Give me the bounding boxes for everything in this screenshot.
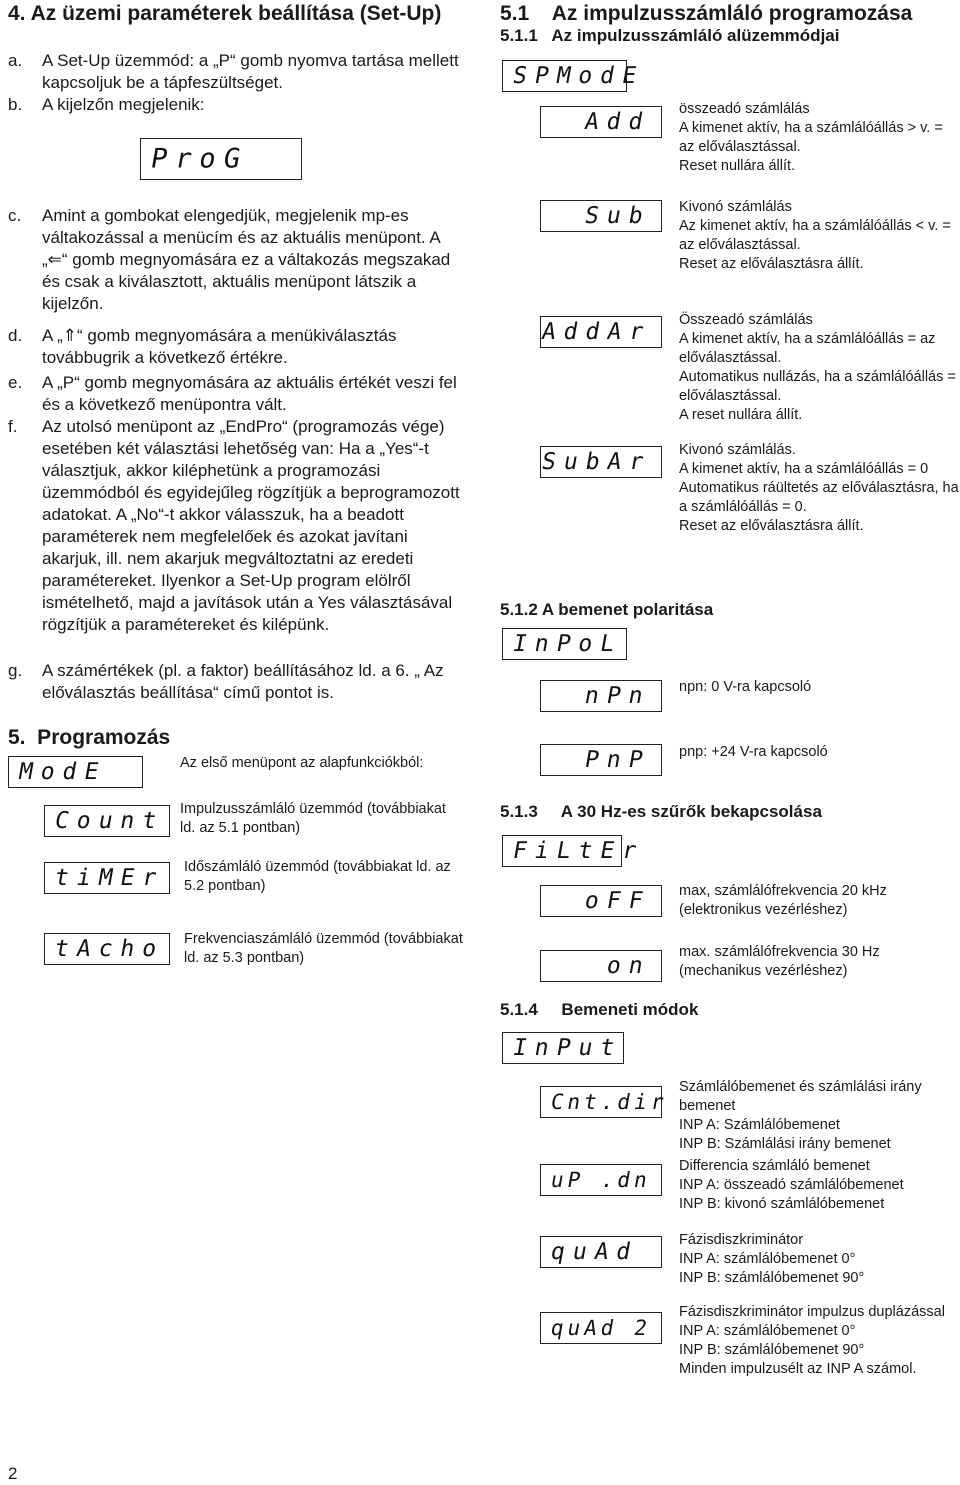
- count-display: Count: [44, 805, 170, 837]
- pnp-description: pnp: +24 V-ra kapcsoló: [679, 744, 828, 760]
- updn-description: Differencia számláló bemenet INP A: összeadó számlálóbemenet INP B: kivonó számlálóbemenet: [679, 1158, 904, 1212]
- cntdir-description: Számlálóbemenet és számlálási irány bemenet INP A: Számlálóbemenet INP B: Számlálási irány bemenet: [679, 1079, 922, 1152]
- add-description: összeadó számlálás A kimenet aktív, ha a számlálóállás > v. = az előválasztással. Reset nullára állít.: [679, 101, 943, 174]
- section512-title: 5.1.2 A bemenet polaritása: [500, 600, 714, 619]
- subar-display: SubAr: [540, 446, 662, 478]
- quad-description: Fázisdiszkriminátor INP A: számlálóbemenet 0° INP B: számlálóbemenet 90°: [679, 1232, 865, 1286]
- filter-display: FiLtEr: [502, 835, 622, 867]
- npn-description: npn: 0 V-ra kapcsoló: [679, 679, 812, 695]
- timer-display: tiMEr: [44, 862, 170, 894]
- off-display: oFF: [540, 885, 662, 917]
- section4-title: 4. Az üzemi paraméterek beállítása (Set-Up): [8, 2, 442, 25]
- add-display: Add: [540, 106, 662, 138]
- inpol-display: InPoL: [502, 628, 627, 660]
- page-number: 2: [8, 1464, 18, 1483]
- tacho-display: tAcho: [44, 933, 170, 965]
- section513-title: 5.1.3 A 30 Hz-es szűrők bekapcsolása: [500, 802, 822, 821]
- quad2-display: quAd 2: [540, 1312, 662, 1344]
- section5-title: 5. Programozás: [8, 726, 171, 749]
- spmode-display: SPModE: [502, 60, 627, 92]
- sub-display: Sub: [540, 200, 662, 232]
- npn-display: nPn: [540, 680, 662, 712]
- subar-description: Kivonó számlálás. A kimenet aktív, ha a számlálóállás = 0 Automatikus ráültetés az előválasztásra, ha a számlálóállás = 0. Reset az előválasztásra állít.: [679, 442, 959, 534]
- addar-description: Összeadó számlálás A kimenet aktív, ha a számlálóállás = az előválasztással. Automatikus nullázás, ha a számlálóállás = előválasztással. A reset nullára állít.: [679, 312, 956, 423]
- updn-display: uP .dn: [540, 1164, 662, 1196]
- prog-display: ProG: [140, 138, 302, 180]
- section511-title: 5.1.1 Az impulzusszámláló alüzemmódjai: [500, 26, 840, 45]
- cntdir-display: Cnt.dir: [540, 1086, 662, 1118]
- mode-description: Az első menüpont az alapfunkciókból:: [180, 755, 424, 771]
- count-description: Impulzusszámláló üzemmód (továbbiakat ld. az 5.1 pontban): [180, 801, 446, 836]
- list-item-a: a. A Set-Up üzemmód: a „P“ gomb nyomva tartása mellett kapcsoljuk be a tápfeszültséget.: [8, 51, 459, 92]
- mode-display: ModE: [8, 756, 143, 788]
- timer-description: Időszámláló üzemmód (továbbiakat ld. az 5.2 pontban): [184, 859, 451, 894]
- quad2-description: Fázisdiszkriminátor impulzus duplázással INP A: számlálóbemenet 0° INP B: számlálóbemenet 90° Minden impulzusélt az INP A számol.: [679, 1304, 945, 1377]
- quad-display: quAd: [540, 1236, 662, 1268]
- on-display: on: [540, 950, 662, 982]
- section51-title: 5.1 Az impulzusszámláló programozása: [500, 2, 913, 25]
- input-display: InPut: [502, 1032, 624, 1064]
- tacho-description: Frekvenciaszámláló üzemmód (továbbiakat ld. az 5.3 pontban): [184, 931, 463, 966]
- off-description: max, számlálófrekvencia 20 kHz (elektronikus vezérléshez): [679, 883, 887, 918]
- on-description: max. számlálófrekvencia 30 Hz (mechanikus vezérléshez): [679, 944, 880, 979]
- pnp-display: PnP: [540, 744, 662, 776]
- sub-description: Kivonó számlálás Az kimenet aktív, ha a számlálóállás < v. = az előválasztással. Reset az előválasztásra állít.: [679, 199, 951, 272]
- section514-title: 5.1.4 Bemeneti módok: [500, 1000, 699, 1019]
- addar-display: AddAr: [540, 316, 662, 348]
